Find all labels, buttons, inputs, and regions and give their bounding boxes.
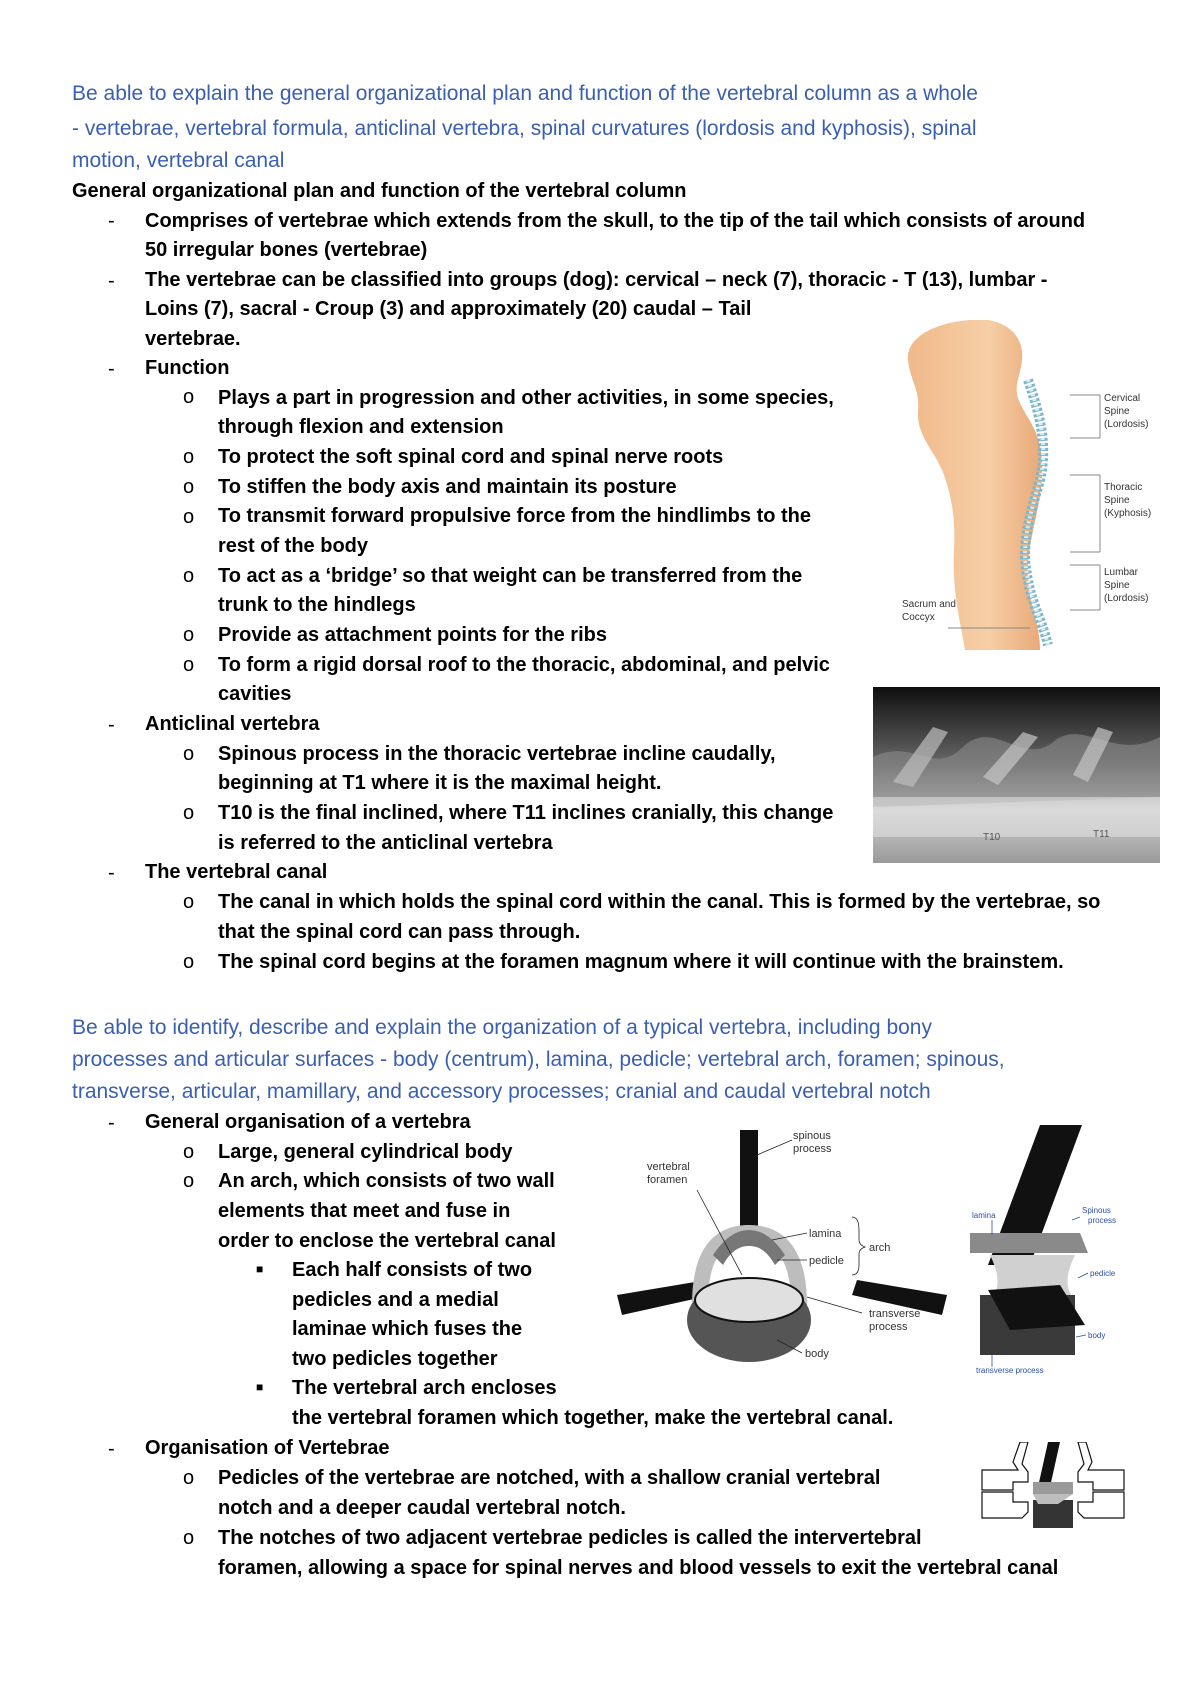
sub-heading: Organisation of Vertebrae (145, 1437, 390, 1459)
dash-bullet: - (108, 1112, 115, 1134)
list-item: To stiffen the body axis and maintain its posture (218, 476, 677, 498)
dash-bullet: - (108, 862, 115, 884)
list-item: To act as a ‘bridge’ so that weight can be transferred from the (218, 565, 803, 587)
o-bullet: o (183, 386, 195, 408)
list-item: The vertebrae can be classified into groups (dog): cervical – neck (7), thoracic - T (13), lumbar - (145, 269, 1048, 291)
list-item: rest of the body (218, 535, 369, 557)
vertebral-foramen-label: vertebral (647, 1161, 690, 1173)
list-item: pedicles and a medial (292, 1289, 499, 1311)
o-bullet: o (183, 1170, 195, 1192)
square-bullet: ■ (256, 1262, 264, 1276)
dash-bullet: - (108, 714, 115, 736)
list-item: notch and a deeper caudal vertebral notch. (218, 1497, 626, 1519)
o-bullet: o (183, 476, 195, 498)
list-item: Each half consists of two (292, 1259, 533, 1281)
section-heading: General organizational plan and function of the vertebral column (72, 180, 687, 202)
lumbar-label: Lumbar (1104, 567, 1138, 578)
list-item: To protect the soft spinal cord and spinal nerve roots (218, 446, 724, 468)
thoracic-label: (Kyphosis) (1104, 508, 1152, 519)
o-bullet: o (183, 1467, 195, 1489)
list-item: The canal in which holds the spinal cord within the canal. This is formed by the vertebrae, so (218, 891, 1101, 913)
dash-bullet: - (108, 1438, 115, 1460)
spinous-process-label: spinous (793, 1130, 831, 1142)
spine-curvature-figure (880, 320, 1180, 660)
list-item: To transmit forward propulsive force from the hindlimbs to the (218, 505, 812, 527)
vertebra-side-view-diagram (970, 1125, 1140, 1375)
o-bullet: o (183, 446, 195, 468)
spinous-process-label: Spinous (1082, 1206, 1111, 1215)
objective-line: Be able to explain the general organizational plan and function of the vertebral column as a whole (72, 82, 978, 105)
pedicle-label: pedicle (809, 1255, 844, 1267)
o-bullet: o (183, 1141, 195, 1163)
list-item: Pedicles of the vertebrae are notched, with a shallow cranial vertebral (218, 1467, 881, 1489)
list-item: two pedicles together (292, 1348, 498, 1370)
sub-heading: General organisation of a vertebra (145, 1111, 471, 1133)
list-item: Spinous process in the thoracic vertebrae incline caudally, (218, 743, 776, 765)
o-bullet: o (183, 1527, 195, 1549)
list-item: The vertebral arch encloses (292, 1377, 557, 1399)
list-item: elements that meet and fuse in (218, 1200, 511, 1222)
transverse-process-label: process (869, 1321, 908, 1333)
list-item: Provide as attachment points for the ribs (218, 624, 607, 646)
sacrum-label: Sacrum and (902, 599, 956, 610)
list-item: order to enclose the vertebral canal (218, 1230, 556, 1252)
cervical-label: Spine (1104, 406, 1130, 417)
list-item: 50 irregular bones (vertebrae) (145, 239, 428, 261)
list-item: trunk to the hindlegs (218, 594, 416, 616)
sub-heading: Function (145, 357, 230, 379)
o-bullet: o (183, 654, 195, 676)
thoracic-label: Spine (1104, 495, 1130, 506)
cervical-label: Cervical (1104, 393, 1141, 404)
square-bullet: ■ (256, 1380, 264, 1394)
intervertebral-foramen-diagram (978, 1442, 1128, 1530)
list-item: Loins (7), sacral - Croup (3) and approximately (20) caudal – Tail (145, 298, 752, 320)
objective-line: transverse, articular, mamillary, and accessory processes; cranial and caudal vertebral notch (72, 1080, 931, 1103)
typical-vertebra-diagram (607, 1125, 967, 1375)
list-item: through flexion and extension (218, 416, 504, 438)
lamina-label: lamina (972, 1211, 996, 1220)
list-item: foramen, allowing a space for spinal nerves and blood vessels to exit the vertebral canal (218, 1557, 1059, 1579)
objective-line: Be able to identify, describe and explain the organization of a typical vertebra, including bony (72, 1016, 932, 1039)
spinous-process-label: process (1088, 1216, 1117, 1225)
list-item: An arch, which consists of two wall (218, 1170, 555, 1192)
dash-bullet: - (108, 270, 115, 292)
list-item: beginning at T1 where it is the maximal height. (218, 772, 662, 794)
o-bullet: o (183, 951, 195, 973)
o-bullet: o (183, 891, 195, 913)
list-item: T10 is the final inclined, where T11 inclines cranially, this change (218, 802, 834, 824)
cervical-label: (Lordosis) (1104, 419, 1149, 430)
list-item: is referred to the anticlinal vertebra (218, 832, 553, 854)
sub-heading: The vertebral canal (145, 861, 328, 883)
body-label: body (1088, 1331, 1106, 1340)
objective-line: processes and articular surfaces - body (centrum), lamina, pedicle; vertebral arch, foramen; spinous, (72, 1048, 1005, 1071)
o-bullet: o (183, 506, 195, 528)
body-label: body (805, 1348, 829, 1360)
list-item: the vertebral foramen which together, make the vertebral canal. (292, 1407, 894, 1429)
list-item: The notches of two adjacent vertebrae pedicles is called the intervertebral (218, 1527, 922, 1549)
vertebral-foramen-label: foramen (647, 1174, 688, 1186)
o-bullet: o (183, 802, 195, 824)
transverse-process-label: transverse (869, 1308, 921, 1320)
list-item: laminae which fuses the (292, 1318, 523, 1340)
spinous-process-label: process (793, 1143, 832, 1155)
anticlinal-xray-image (873, 687, 1160, 863)
list-item: The spinal cord begins at the foramen magnum where it will continue with the brainstem. (218, 951, 1064, 973)
list-item: To form a rigid dorsal roof to the thoracic, abdominal, and pelvic (218, 654, 830, 676)
dash-bullet: - (108, 358, 115, 380)
lamina-label: lamina (809, 1228, 842, 1240)
lumbar-label: (Lordosis) (1104, 593, 1149, 604)
t11-label: T11 (1093, 829, 1110, 840)
objective-line: - vertebrae, vertebral formula, anticlinal vertebra, spinal curvatures (lordosis and kyphosis), spinal (72, 117, 977, 140)
list-item: Plays a part in progression and other activities, in some species, (218, 387, 834, 409)
list-item: Comprises of vertebrae which extends from the skull, to the tip of the tail which consists of around (145, 210, 1086, 232)
objective-line: motion, vertebral canal (72, 149, 285, 172)
list-item: that the spinal cord can pass through. (218, 921, 581, 943)
t10-label: T10 (983, 832, 1001, 843)
sacrum-label: Coccyx (902, 612, 935, 623)
o-bullet: o (183, 743, 195, 765)
arch-label: arch (869, 1242, 891, 1254)
o-bullet: o (183, 565, 195, 587)
list-item: Large, general cylindrical body (218, 1141, 513, 1163)
list-item: cavities (218, 683, 292, 705)
pedicle-label: pedicle (1090, 1269, 1116, 1278)
o-bullet: o (183, 624, 195, 646)
sub-heading: Anticlinal vertebra (145, 713, 320, 735)
list-item: vertebrae. (145, 328, 241, 350)
transverse-process-label: transverse process (976, 1366, 1044, 1375)
lumbar-label: Spine (1104, 580, 1130, 591)
thoracic-label: Thoracic (1104, 482, 1143, 493)
dash-bullet: - (108, 210, 115, 232)
